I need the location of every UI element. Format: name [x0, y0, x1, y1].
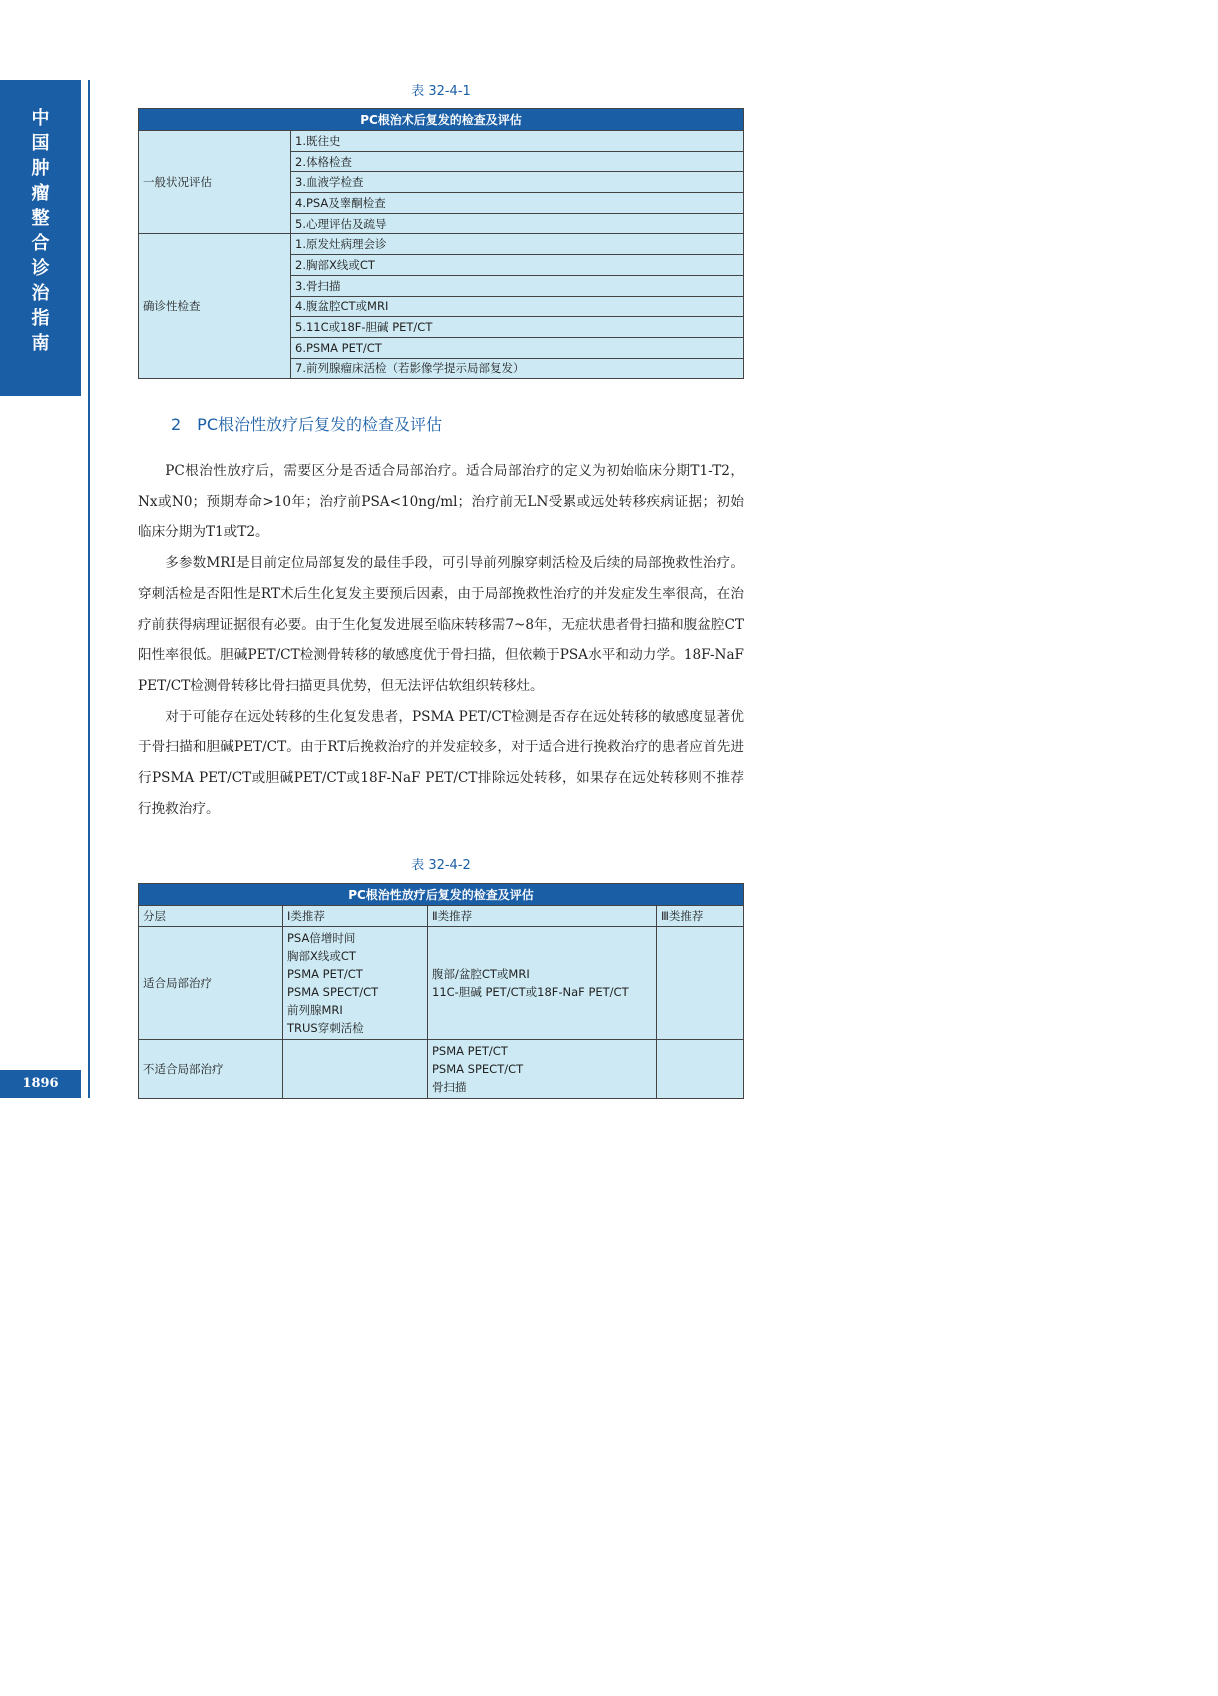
- column-header: Ⅰ类推荐: [283, 906, 428, 927]
- column-header: Ⅱ类推荐: [428, 906, 657, 927]
- cell-line: PSMA PET/CT: [432, 1044, 508, 1058]
- paragraph: PC根治性放疗后，需要区分是否适合局部治疗。适合局部治疗的定义为初始临床分期T1-T2，Nx或N0；预期寿命>10年；治疗前PSA<10ng/ml；治疗前无LN受累或远处转移疾病证据；初始临床分期为T1或T2。: [138, 463, 744, 541]
- table1-item: 4.PSA及睾酮检查: [291, 193, 744, 214]
- book-title-char: 南: [31, 333, 50, 354]
- page-number: 1896: [0, 1070, 81, 1098]
- book-title-char: 治: [31, 283, 50, 304]
- class3-cell: [657, 927, 744, 1040]
- body-text: [138, 456, 744, 824]
- book-title-vertical: [0, 106, 81, 356]
- section-heading: 2 PC根治性放疗后复发的检查及评估: [171, 415, 443, 434]
- class2-cell: [428, 927, 657, 1040]
- table2-caption: 表 32-4-2: [411, 858, 471, 873]
- table1-item: 7.前列腺瘤床活检（若影像学提示局部复发）: [291, 358, 744, 379]
- class1-cell: [283, 1040, 428, 1099]
- cell-line: PSMA SPECT/CT: [287, 985, 379, 999]
- table1-item: 2.体格检查: [291, 151, 744, 172]
- table1-header: PC根治术后复发的检查及评估: [139, 109, 744, 131]
- cell-line: 骨扫描: [432, 1080, 467, 1094]
- table1-item: 1.既往史: [291, 131, 744, 152]
- row-label: 适合局部治疗: [139, 927, 283, 1040]
- cell-line: 胸部X线或CT: [287, 949, 356, 963]
- row-label: 不适合局部治疗: [139, 1040, 283, 1099]
- cell-line: PSA倍增时间: [287, 931, 356, 945]
- table1-item: 3.骨扫描: [291, 275, 744, 296]
- table2: [138, 883, 744, 1099]
- book-title-char: 诊: [31, 258, 50, 279]
- book-title-char: 合: [31, 233, 50, 254]
- table1-group-label: 确诊性检查: [139, 234, 291, 379]
- paragraph: 多参数MRI是目前定位局部复发的最佳手段，可引导前列腺穿刺活检及后续的局部挽救性治疗。穿刺活检是否阳性是RT术后生化复发主要预后因素，由于局部挽救性治疗的并发症发生率很高，在治疗前获得病理证据很有必要。由于生化复发进展至临床转移需7~8年，无症状患者骨扫描和腹盆腔CT阳性率很低。胆碱PET/CT检测骨转移的敏感度优于骨扫描，但依赖于PSA水平和动力学。18F-NaF PET/CT检测骨转移比骨扫描更具优势，但无法评估软组织转移灶。: [138, 555, 744, 694]
- book-title-char: 指: [31, 308, 50, 329]
- book-title-char: 整: [31, 208, 50, 229]
- book-title-char: 中: [31, 108, 50, 129]
- table1-item: 6.PSMA PET/CT: [291, 337, 744, 358]
- book-title-char: 肿: [31, 158, 50, 179]
- cell-line: 腹部/盆腔CT或MRI: [432, 967, 530, 981]
- cell-line: PSMA PET/CT: [287, 967, 363, 981]
- table1-item: 4.腹盆腔CT或MRI: [291, 296, 744, 317]
- table1-caption: 表 32-4-1: [411, 84, 471, 99]
- table1-item: 2.胸部X线或CT: [291, 255, 744, 276]
- table1-item: 3.血液学检查: [291, 172, 744, 193]
- table1-item: 5.11C或18F-胆碱 PET/CT: [291, 317, 744, 338]
- table1-group-label: 一般状况评估: [139, 131, 291, 234]
- book-title-char: 国: [31, 133, 50, 154]
- margin-rule: [88, 80, 90, 1098]
- cell-line: TRUS穿刺活检: [287, 1021, 364, 1035]
- table2-header: PC根治性放疗后复发的检查及评估: [139, 884, 744, 906]
- table1-item: 5.心理评估及疏导: [291, 213, 744, 234]
- book-title-char: 瘤: [31, 183, 50, 204]
- table1-item: 1.原发灶病理会诊: [291, 234, 744, 255]
- class2-cell: [428, 1040, 657, 1099]
- column-header: 分层: [139, 906, 283, 927]
- cell-line: PSMA SPECT/CT: [432, 1062, 524, 1076]
- class3-cell: [657, 1040, 744, 1099]
- class1-cell: [283, 927, 428, 1040]
- table1: [138, 108, 744, 379]
- cell-line: 11C-胆碱 PET/CT或18F-NaF PET/CT: [432, 985, 629, 999]
- column-header: Ⅲ类推荐: [657, 906, 744, 927]
- cell-line: 前列腺MRI: [287, 1003, 343, 1017]
- paragraph: 对于可能存在远处转移的生化复发患者，PSMA PET/CT检测是否存在远处转移的敏感度显著优于骨扫描和胆碱PET/CT。由于RT后挽救治疗的并发症较多，对于适合进行挽救治疗的患者应首先进行PSMA PET/CT或胆碱PET/CT或18F-NaF PET/CT排除远处转移，如果存在远处转移则不推荐行挽救治疗。: [138, 708, 744, 817]
